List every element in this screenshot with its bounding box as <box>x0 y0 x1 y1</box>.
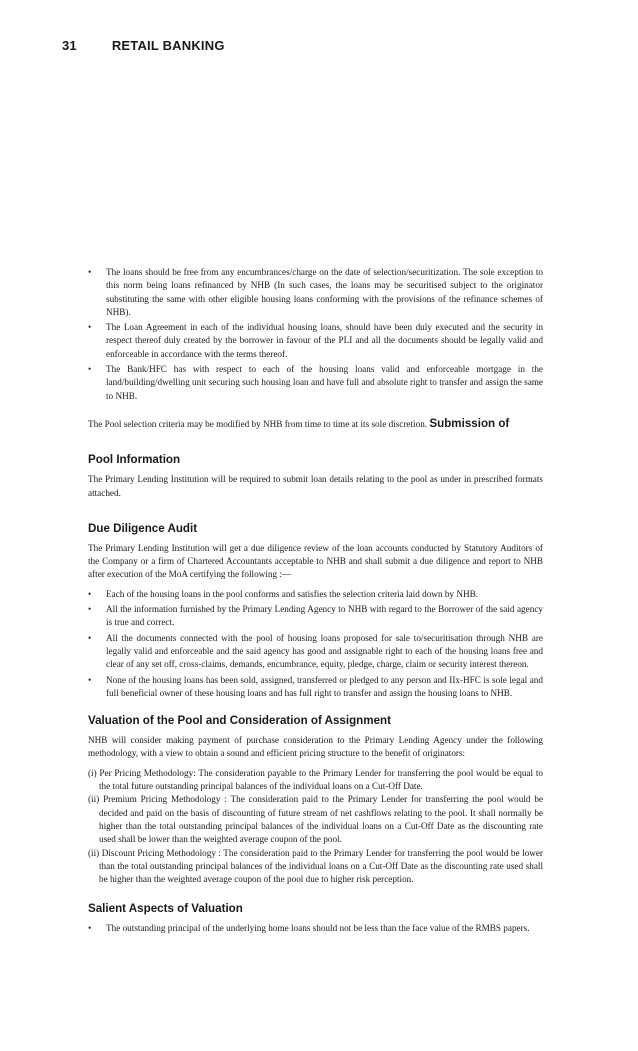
bullet-icon: • <box>88 923 92 934</box>
list-item: • The outstanding principal of the underlying home loans should not be less than the face value of the RMBS papers. <box>88 922 543 935</box>
method-item: (ii) Premium Pricing Methodology : The consideration paid to the Primary Lender for transferring the pool would be decided and paid on the basis of discounting of future stream of net cashflows relating to the pool. It shall normally be higher than the total outstanding principal balances of the individual loans on a Cut-Off Date as the discounting rate used shall be lower than the weighted average coupon of the pool. <box>88 794 543 845</box>
bullet-icon: • <box>88 604 92 615</box>
list-item: • The loans should be free from any encumbrances/charge on the date of selection/securitization. The sole exception to this norm being loans refinanced by NHB (In such cases, the loans may be securitised subject to the originator substituting the same with other eligible housing loans conforming with the provisions of the refinance schemes of NHB). <box>88 267 543 317</box>
paragraph: The Primary Lending Institution will be required to submit loan details relating to the pool as under in prescribed formats attached. <box>88 474 543 498</box>
bullet-icon: • <box>88 588 92 599</box>
valuation-section <box>88 714 543 886</box>
page-body <box>88 266 543 938</box>
list-item: • None of the housing loans has been sold, assigned, transferred or pledged to any person and IIx-HFC is sole legal and full beneficial owner of these housing loans and has full right to transfer and assign the housing loans to NHB. <box>88 674 543 698</box>
pool-information-section <box>88 453 543 500</box>
list-item: • The Bank/HFC has with respect to each of the housing loans valid and enforceable mortgage in the land/building/dwelling unit securing such housing loan and have full and absolute right to transfer and assign the same to NHB. <box>88 364 543 401</box>
due-diligence-section <box>88 522 543 700</box>
bullet-icon: • <box>88 364 92 375</box>
list-item: • All the information furnished by the Primary Lending Agency to NHB with regard to the Borrower of the said agency is true and correct. <box>88 604 543 628</box>
bullet-icon: • <box>88 674 92 685</box>
method-item: (i) Per Pricing Methodology: The consideration payable to the Primary Lender for transferring the pool would be equal to the total future outstanding principal balances of the individual loans on a Cut-Off Date. <box>88 767 543 792</box>
section-heading: Pool Information <box>88 453 181 467</box>
section-heading-fragment: Submission of <box>429 416 510 430</box>
bullet-icon: • <box>88 322 92 333</box>
method-item: (ii) Discount Pricing Methodology : The consideration paid to the Primary Lender for transferring the pool would be lower than the total outstanding principal balances of the individual loans on a Cut-Off Date as the discounting rate used shall be higher than the weighted average coupon of the pool due to higher risk perception. <box>88 847 543 885</box>
section-heading: Valuation of the Pool and Consideration of Assignment <box>88 714 391 728</box>
bullet-icon: • <box>88 632 92 643</box>
paragraph: The Primary Lending Institution will get a due diligence review of the loan accounts conducted by Statutory Auditors of the Company or a firm of Chartered Accountants acceptable to NHB and shall submit a due diligence and report to NHB after execution of the MoA certifying the following :— <box>88 542 543 580</box>
running-title: RETAIL BANKING <box>111 38 225 53</box>
page-number: 31 <box>62 38 77 53</box>
pool-modification-paragraph: The Pool selection criteria may be modified by NHB from time to time at its sole discretion. Submission of <box>88 416 510 430</box>
section-heading: Salient Aspects of Valuation <box>88 902 243 916</box>
bullet-icon: • <box>88 267 92 277</box>
list-item: • All the documents connected with the pool of housing loans proposed for sale to/securitisation through NHB are legally valid and enforceable and the said agency has good and assignable right to each of the housing loans free and clear of any set off, cross-claims, demands, encumbrance, equity, pledge, charge, claim or security interest thereon. <box>88 632 543 670</box>
salient-aspects-section <box>88 902 543 935</box>
section-heading: Due Diligence Audit <box>88 521 198 535</box>
list-item: • Each of the housing loans in the pool conforms and satisfies the selection criteria laid down by NHB. <box>88 588 543 601</box>
page-header <box>62 38 225 53</box>
selection-criteria-list <box>88 266 543 403</box>
list-item: • The Loan Agreement in each of the individual housing loans, should have been duly executed and the security in respect thereof duly created by the borrower in favour of the PLI and all the documents should be legally valid and enforceable in accordance with the terms thereof. <box>88 322 543 359</box>
paragraph: NHB will consider making payment of purchase consideration to the Primary Lending Agency under the following methodology, with a view to obtain a sound and efficient pricing structure to the benefit of originators: <box>88 735 543 759</box>
